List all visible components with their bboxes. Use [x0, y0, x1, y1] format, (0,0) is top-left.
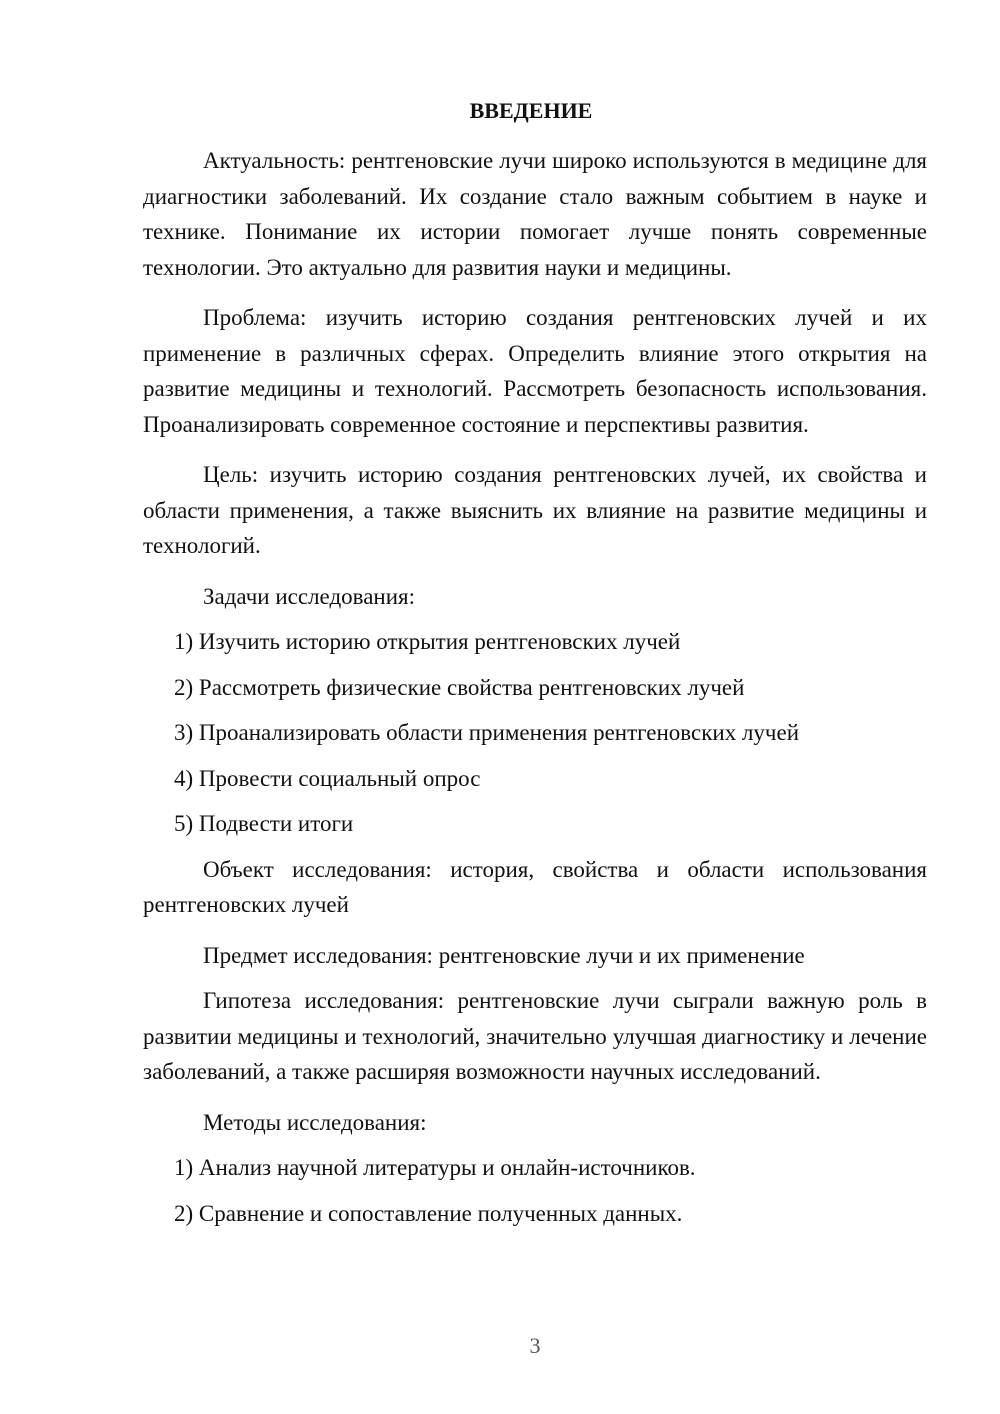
task-item: 2) Рассмотреть физические свойства рентгеновских лучей [174, 674, 745, 700]
task-item: 4) Провести социальный опрос [174, 765, 481, 791]
relevance-paragraph: Актуальность: рентгеновские лучи широко используются в медицине для диагностики заболеваний. Их создание стало важным событием в науке и технике. Понимание их истории помогает лучше понять современные технологии. Это актуально для развития науки и медицины. [143, 148, 927, 280]
section-title-text: ВВЕДЕНИЕ [469, 98, 593, 123]
object-paragraph: Объект исследования: история, свойства и области использования рентгеновских лучей [143, 856, 927, 917]
goal-paragraph: Цель: изучить историю создания рентгеновских лучей, их свойства и области применения, а также выяснить их влияние на развитие медицины и технологий. [143, 462, 927, 558]
task-item: 5) Подвести итоги [174, 811, 354, 836]
page-content [143, 96, 927, 1241]
section-title [143, 96, 927, 126]
task-item: 1) Изучить историю открытия рентгеновских лучей [174, 629, 681, 654]
subject-paragraph: Предмет исследования: рентгеновские лучи и их применение [203, 942, 805, 968]
method-item: 2) Сравнение и сопоставление полученных данных. [174, 1200, 683, 1226]
method-item: 1) Анализ научной литературы и онлайн-источников. [174, 1155, 696, 1180]
hypothesis-paragraph: Гипотеза исследования: рентгеновские лучи сыграли важную роль в развитии медицины и технологий, значительно улучшая диагностику и лечение заболеваний, а также расширяя возможности научных исследований. [143, 988, 927, 1084]
page-number: 3 [529, 1333, 541, 1358]
methods-label: Методы исследования: [203, 1109, 427, 1135]
problem-paragraph: Проблема: изучить историю создания рентгеновских лучей и их применение в различных сферах. Определить влияние этого открытия на развитие медицины и технологий. Рассмотреть безопасность использования. Проанализировать современное состояние и перспективы развития. [143, 305, 927, 437]
tasks-label: Задачи исследования: [203, 583, 416, 609]
task-item: 3) Проанализировать области применения рентгеновских лучей [174, 720, 800, 745]
